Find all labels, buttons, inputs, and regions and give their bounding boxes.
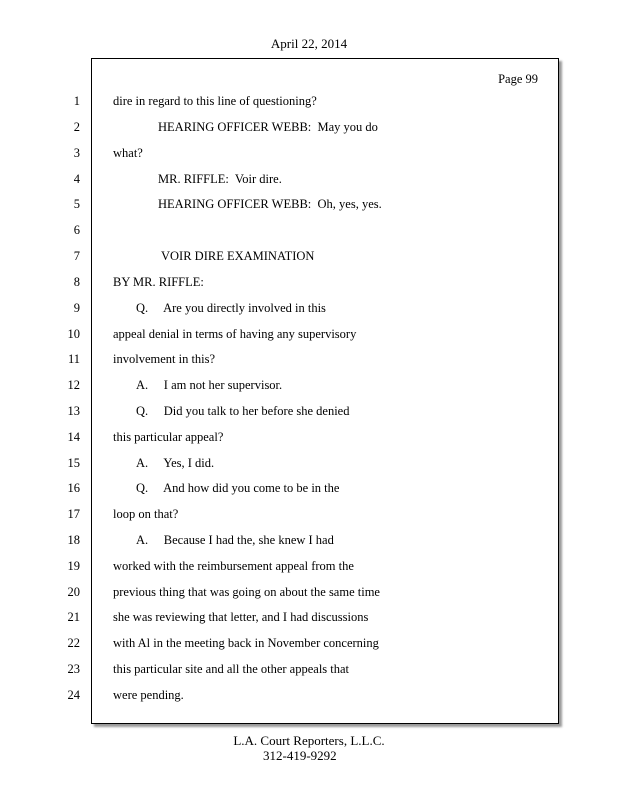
line-number: 22 <box>67 636 80 650</box>
line-number: 8 <box>73 275 80 289</box>
line-number: 6 <box>73 223 80 237</box>
transcript-line: A. Yes, I did. <box>136 456 215 470</box>
line-number: 15 <box>67 456 80 470</box>
transcript-line: this particular appeal? <box>113 430 224 444</box>
line-number: 21 <box>67 610 80 624</box>
line-number: 1 <box>73 94 80 108</box>
transcript-line: VOIR DIRE EXAMINATION <box>161 249 315 263</box>
transcript-line: dire in regard to this line of questioning? <box>113 94 317 108</box>
line-number: 17 <box>67 507 80 521</box>
line-number: 20 <box>67 585 80 599</box>
line-number: 10 <box>67 327 80 341</box>
line-number: 13 <box>67 404 80 418</box>
footer-phone: 312-419-9292 <box>263 748 337 763</box>
line-number: 16 <box>67 481 80 495</box>
transcript-line: BY MR. RIFFLE: <box>113 275 204 289</box>
line-number: 4 <box>73 172 80 186</box>
transcript-line: Q. Are you directly involved in this <box>136 301 326 315</box>
line-number: 11 <box>67 352 80 366</box>
line-number: 18 <box>67 533 80 547</box>
transcript-line: with Al in the meeting back in November concerning <box>113 636 379 650</box>
footer-company: L.A. Court Reporters, L.L.C. <box>233 733 385 748</box>
line-number: 14 <box>67 430 80 444</box>
transcript-line: worked with the reimbursement appeal from the <box>113 559 354 573</box>
line-number: 9 <box>73 301 80 315</box>
transcript-line: Q. Did you talk to her before she denied <box>136 404 350 418</box>
transcript-line: HEARING OFFICER WEBB: Oh, yes, yes. <box>158 197 382 211</box>
transcript-line: HEARING OFFICER WEBB: May you do <box>158 120 378 134</box>
line-number: 12 <box>67 378 80 392</box>
line-number: 23 <box>67 662 80 676</box>
header-date: April 22, 2014 <box>270 36 348 51</box>
transcript-line: appeal denial in terms of having any supervisory <box>113 327 357 341</box>
transcript-line: she was reviewing that letter, and I had discussions <box>113 610 369 624</box>
transcript-line: MR. RIFFLE: Voir dire. <box>158 172 282 186</box>
line-number: 3 <box>73 146 80 160</box>
transcript-line: were pending. <box>113 688 184 702</box>
transcript-line: what? <box>113 146 143 160</box>
page-number: Page 99 <box>498 72 538 86</box>
line-number: 19 <box>67 559 80 573</box>
transcript-line: A. Because I had the, she knew I had <box>136 533 334 547</box>
transcript-line: Q. And how did you come to be in the <box>136 481 340 495</box>
line-number: 7 <box>73 249 80 263</box>
transcript-line: this particular site and all the other appeals that <box>113 662 350 676</box>
line-number: 5 <box>73 197 80 211</box>
line-number: 2 <box>73 120 80 134</box>
transcript-line: previous thing that was going on about the same time <box>113 585 380 599</box>
transcript-line: involvement in this? <box>113 352 216 366</box>
line-number: 24 <box>67 688 80 702</box>
transcript-line: loop on that? <box>113 507 179 521</box>
transcript-line: A. I am not her supervisor. <box>136 378 283 392</box>
